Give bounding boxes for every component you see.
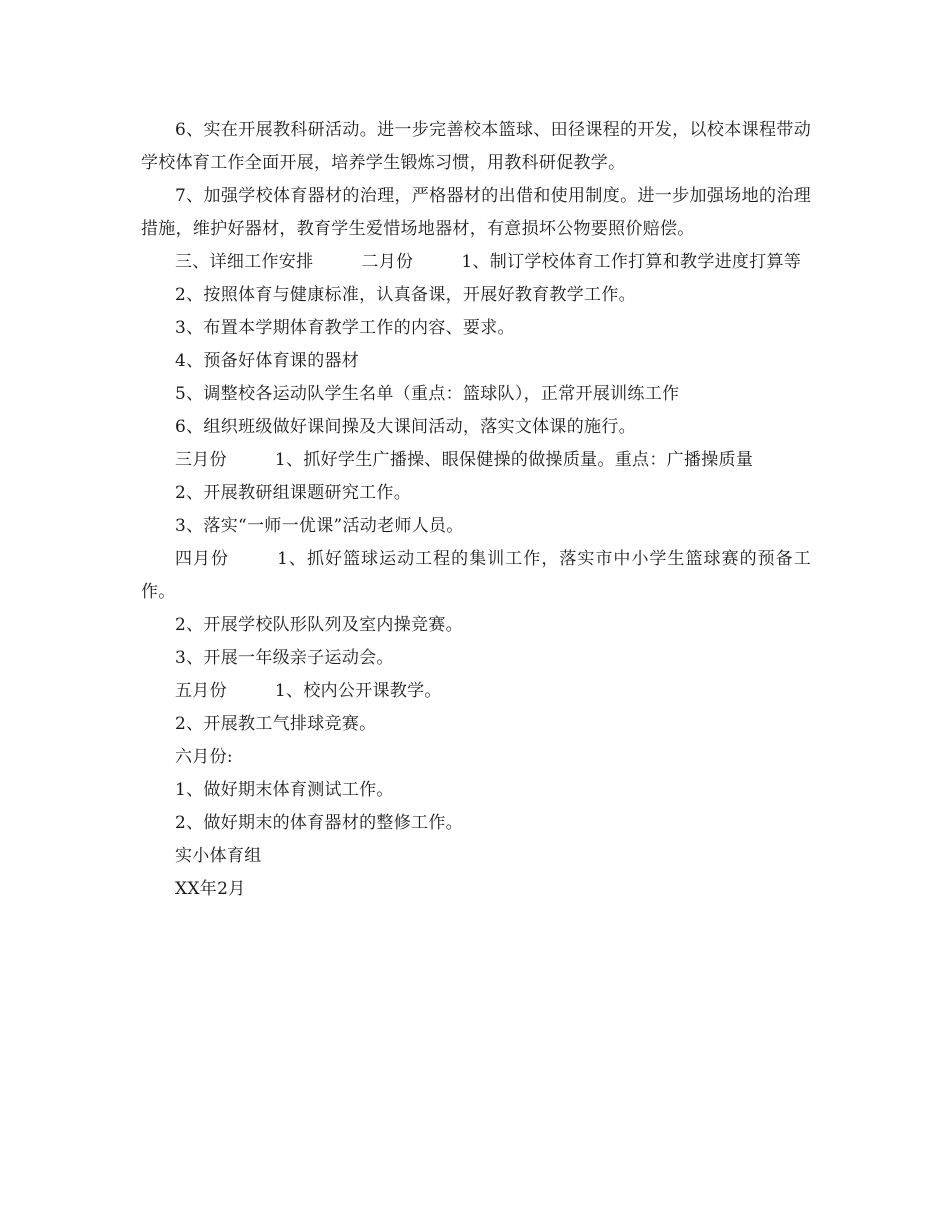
march-label: 三月份 [175, 450, 227, 470]
paragraph-item-6: 6、实在开展教科研活动。进一步完善校本篮球、田径课程的开发，以校本课程带动学校体育工作全面开展，培养学生锻炼习惯，用教科研促教学。 [141, 120, 811, 173]
april-item-1: 1、抓好篮球运动工程的集训工作，落实市中小学生篮球赛的预备工作。 [141, 549, 811, 602]
april-label: 四月份 [175, 549, 230, 569]
february-item-5: 5、调整校各运动队学生名单（重点：篮球队），正常开展训练工作 [175, 384, 680, 404]
february-item-6: 6、组织班级做好课间操及大课间活动，落实文体课的施行。 [175, 417, 636, 437]
signature-group: 实小体育组 [175, 846, 262, 866]
june-item-1: 1、做好期末体育测试工作。 [175, 780, 394, 800]
february-item-3: 3、布置本学期体育教学工作的内容、要求。 [175, 318, 515, 338]
february-item-4: 4、预备好体育课的器材 [175, 351, 360, 371]
paragraph-item-7: 7、加强学校体育器材的治理，严格器材的出借和使用制度。进一步加强场地的治理措施，维护好器材，教育学生爱惜场地器材，有意损坏公物要照价赔偿。 [141, 186, 811, 239]
section-three-heading: 三、详细工作安排 [175, 252, 314, 272]
document-body [141, 114, 811, 906]
may-item-2: 2、开展教工气排球竞赛。 [175, 714, 377, 734]
june-item-2: 2、做好期末的体育器材的整修工作。 [175, 813, 463, 833]
april-item-3: 3、开展一年级亲子运动会。 [175, 648, 394, 668]
section-three-line [141, 246, 811, 279]
february-item-1: 1、制订学校体育工作打算和教学进度打算等 [461, 252, 802, 272]
february-item-2: 2、按照体育与健康标准，认真备课，开展好教育教学工作。 [175, 285, 636, 305]
april-line [141, 543, 811, 609]
march-line [141, 444, 811, 477]
march-item-3: 3、落实“一师一优课”活动老师人员。 [175, 516, 464, 536]
may-item-1: 1、校内公开课教学。 [274, 681, 442, 701]
may-label: 五月份 [175, 681, 227, 701]
february-label: 二月份 [361, 252, 414, 272]
may-line [141, 675, 811, 708]
june-label: 六月份: [175, 747, 233, 767]
signature-date: XX年2月 [175, 879, 246, 899]
march-item-1: 1、抓好学生广播操、眼保健操的做操质量。重点：广播操质量 [274, 450, 754, 470]
march-item-2: 2、开展教研组课题研究工作。 [175, 483, 412, 503]
april-item-2: 2、开展学校队形队列及室内操竞赛。 [175, 615, 463, 635]
